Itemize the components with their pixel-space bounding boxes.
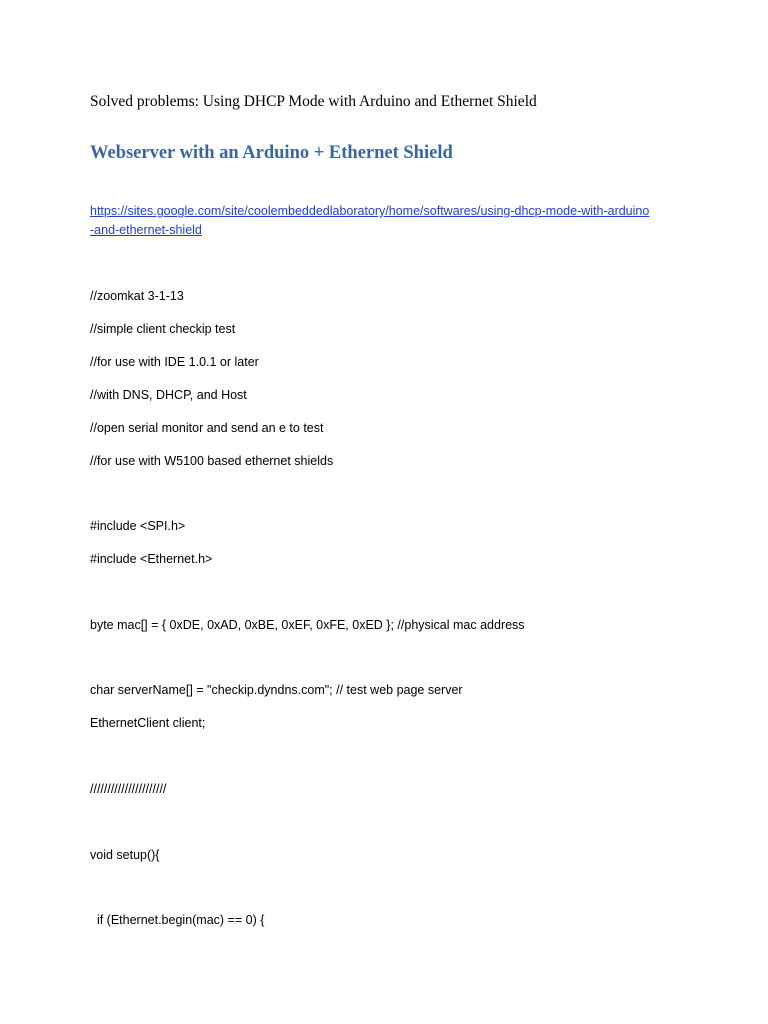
- section-heading: Webserver with an Arduino + Ethernet Shield: [90, 143, 453, 163]
- code-line: void setup(){: [90, 848, 160, 862]
- code-line: byte mac[] = { 0xDE, 0xAD, 0xBE, 0xEF, 0xFE, 0xED }; //physical mac address: [90, 618, 525, 632]
- code-line: //////////////////////: [90, 782, 167, 796]
- source-link[interactable]: https://sites.google.com/site/coolembeddedlaboratory/home/softwares/using-dhcp-mode-with-arduino-and-ethernet-shield: [90, 204, 650, 237]
- code-line: #include <Ethernet.h>: [90, 552, 213, 566]
- code-line: char serverName[] = "checkip.dyndns.com"; // test web page server: [90, 683, 463, 697]
- code-line: //with DNS, DHCP, and Host: [90, 388, 247, 402]
- code-line: //simple client checkip test: [90, 322, 236, 336]
- code-line: //zoomkat 3-1-13: [90, 289, 184, 303]
- code-line: #include <SPI.h>: [90, 519, 186, 533]
- code-line: //for use with W5100 based ethernet shields: [90, 454, 334, 468]
- code-line: //for use with IDE 1.0.1 or later: [90, 355, 259, 369]
- code-line: if (Ethernet.begin(mac) == 0) {: [90, 913, 265, 927]
- code-line: //open serial monitor and send an e to test: [90, 421, 324, 435]
- document-title: Solved problems: Using DHCP Mode with Arduino and Ethernet Shield: [90, 93, 537, 110]
- code-line: EthernetClient client;: [90, 716, 206, 730]
